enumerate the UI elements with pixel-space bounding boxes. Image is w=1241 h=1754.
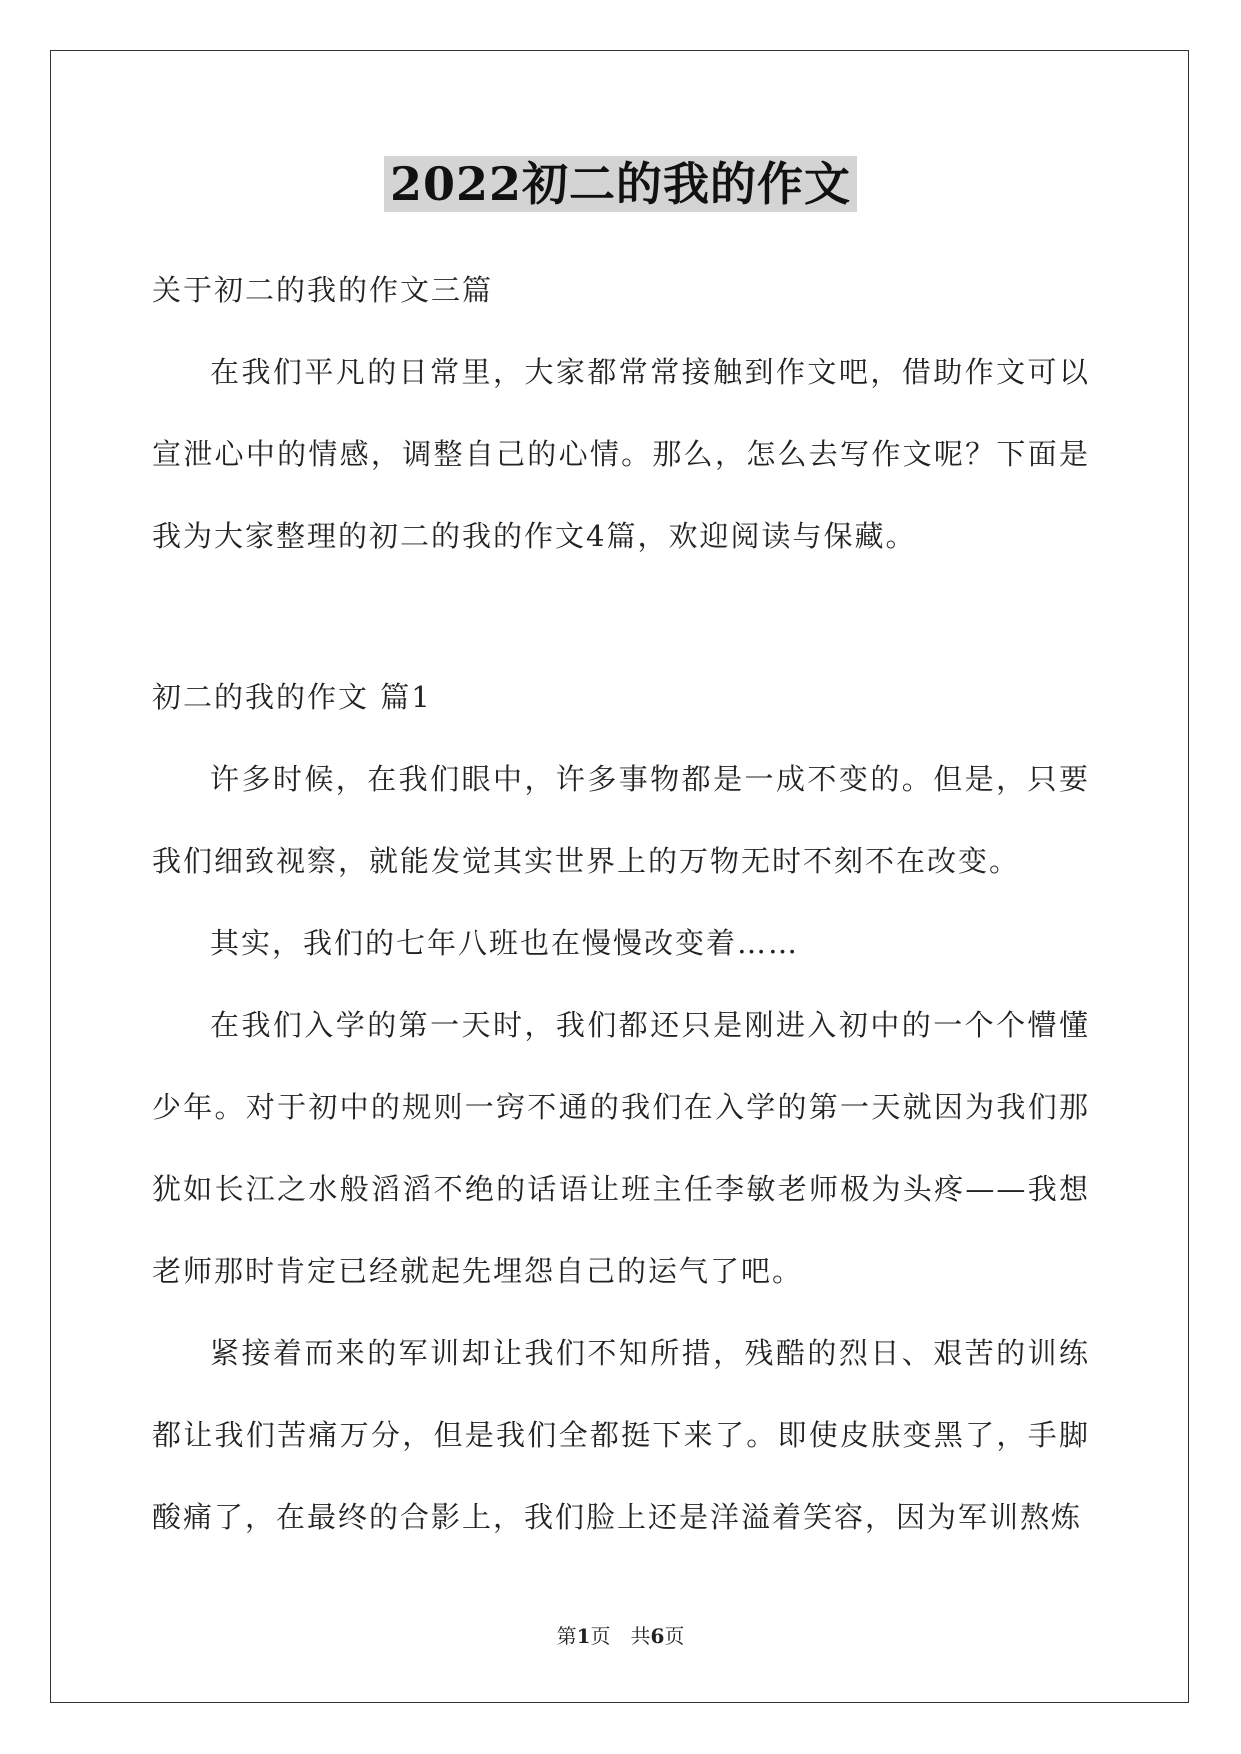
title-container xyxy=(0,156,1241,212)
page-number-suffix: 页 xyxy=(664,1624,685,1648)
page-number-mid: 页 共 xyxy=(590,1624,651,1648)
page-footer xyxy=(0,1620,1241,1649)
page-number-current: 1 xyxy=(576,1624,591,1648)
page-number-prefix: 第 xyxy=(556,1624,577,1648)
section-heading: 初二的我的作文 篇1 xyxy=(152,680,432,714)
intro-section xyxy=(152,249,1090,577)
paragraph: 在我们入学的第一天时，我们都还只是刚进入初中的一个个懵懂少年。对于初中的规则一窍不通的我们在入学的第一天就因为我们那犹如长江之水般滔滔不绝的话语让班主任李敏老师极为头疼——我想老师那时肯定已经就起先埋怨自己的运气了吧。 xyxy=(152,1008,1090,1288)
paragraph: 紧接着而来的军训却让我们不知所措，残酷的烈日、艰苦的训练都让我们苦痛万分，但是我们全都挺下来了。即使皮肤变黑了，手脚酸痛了，在最终的合影上，我们脸上还是洋溢着笑容，因为军训熬炼 xyxy=(152,1336,1090,1534)
paragraph: 许多时候，在我们眼中，许多事物都是一成不变的。但是，只要我们细致视察，就能发觉其实世界上的万物无时不刻不在改变。 xyxy=(152,762,1090,878)
document-title: 2022初二的我的作文 xyxy=(384,156,857,212)
page-number-total: 6 xyxy=(650,1624,665,1648)
intro-paragraph: 在我们平凡的日常里，大家都常常接触到作文吧，借助作文可以宣泄心中的情感，调整自己的心情。那么，怎么去写作文呢？下面是我为大家整理的初二的我的作文4篇，欢迎阅读与保藏。 xyxy=(152,355,1090,553)
essay-section-1 xyxy=(152,656,1090,1558)
document-subtitle: 关于初二的我的作文三篇 xyxy=(152,273,494,307)
paragraph: 其实，我们的七年八班也在慢慢改变着…… xyxy=(210,926,800,960)
